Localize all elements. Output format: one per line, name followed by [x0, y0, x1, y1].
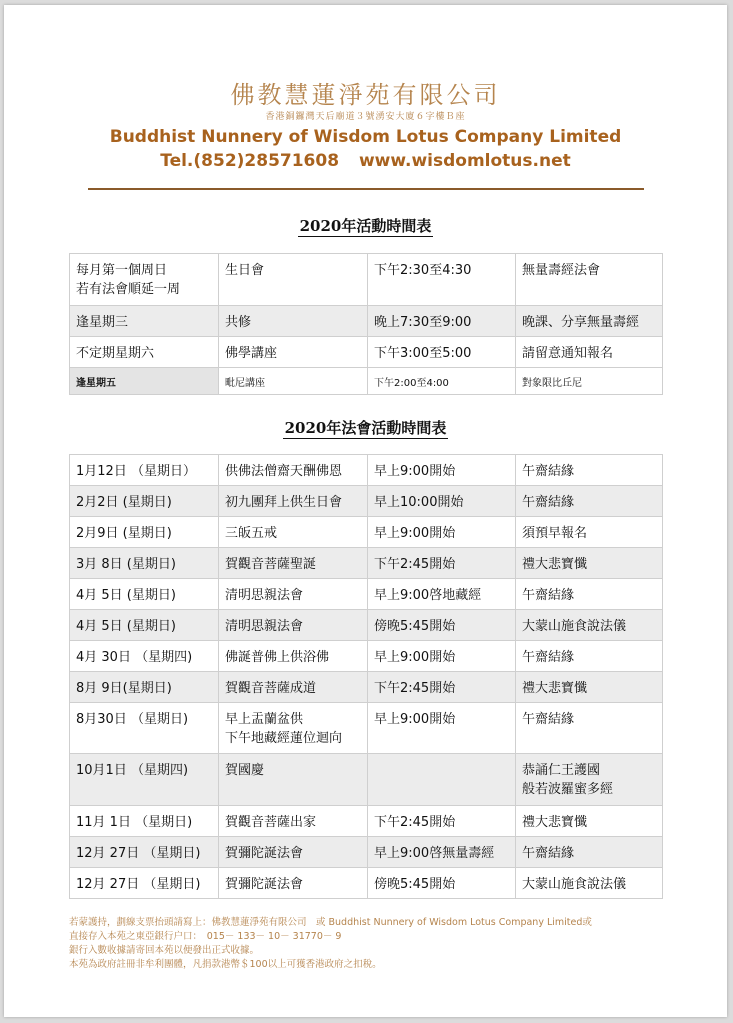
ceremonies-table [69, 454, 663, 899]
table-cell: 賀彌陀誕法會 [219, 837, 368, 868]
table-row [70, 486, 663, 517]
table-cell: 2月9日 (星期日) [70, 517, 219, 548]
document-page [4, 5, 727, 1017]
table-cell: 午齋結緣 [516, 703, 663, 754]
table-cell: 恭誦仁王護國 般若波羅蜜多經 [516, 754, 663, 806]
table-cell: 傍晚5:45開始 [368, 868, 516, 899]
table-cell: 早上9:00開始 [368, 517, 516, 548]
table-cell: 佛學講座 [219, 337, 368, 368]
table-cell: 清明思親法會 [219, 610, 368, 641]
table-cell: 午齋結緣 [516, 486, 663, 517]
footer-line: 直接存入本苑之東亞銀行户口： 015－ 133－ 10－ 31770－ 9 [69, 931, 342, 942]
table-row [70, 548, 663, 579]
table-row [70, 455, 663, 486]
table-cell: 賀彌陀誕法會 [219, 868, 368, 899]
table-row [70, 337, 663, 368]
table-cell: 清明思親法會 [219, 579, 368, 610]
table-row [70, 368, 663, 395]
company-address: 香港銅鑼灣天后廟道３號湧安大廈６字樓Ｂ座 [265, 112, 466, 122]
table-cell: 早上盂蘭盆供 下午地藏經蓮位迴向 [219, 703, 368, 754]
table-row [70, 579, 663, 610]
table-cell: 賀觀音菩薩出家 [219, 806, 368, 837]
ceremonies-title: 2020年法會活動時間表 [284, 419, 447, 437]
table-cell: 早上9:00開始 [368, 455, 516, 486]
table-row [70, 754, 663, 806]
table-cell: 下午2:45開始 [368, 672, 516, 703]
table-cell: 早上9:00開始 [368, 703, 516, 754]
company-name-chinese: 佛教慧蓮淨苑有限公司 [230, 81, 501, 109]
table-cell [368, 754, 516, 806]
table-cell: 供佛法僧齋天酬佛恩 [219, 455, 368, 486]
table-cell: 毗尼講座 [219, 368, 368, 395]
table-cell: 早上9:00啓地藏經 [368, 579, 516, 610]
table-cell: 3月 8日 (星期日) [70, 548, 219, 579]
table-cell: 三皈五戒 [219, 517, 368, 548]
table-cell: 8月 9日(星期日) [70, 672, 219, 703]
footer-line: 銀行入數收據請寄回本苑以便發出正式收據。 [69, 945, 260, 956]
table-cell: 生日會 [219, 254, 368, 306]
table-cell: 午齋結緣 [516, 579, 663, 610]
activities-table [69, 253, 663, 395]
table-cell: 早上10:00開始 [368, 486, 516, 517]
table-cell: 早上9:00開始 [368, 641, 516, 672]
table-cell: 逢星期五 [70, 368, 219, 395]
table-row [70, 703, 663, 754]
table-cell: 傍晚5:45開始 [368, 610, 516, 641]
table-cell: 禮大悲寶懺 [516, 806, 663, 837]
table-row [70, 517, 663, 548]
table-row [70, 306, 663, 337]
contact-line [4, 151, 727, 171]
table-cell: 午齋結緣 [516, 837, 663, 868]
table-cell: 晚上7:30至9:00 [368, 306, 516, 337]
table-cell: 賀觀音菩薩聖誕 [219, 548, 368, 579]
table-cell: 2月2日 (星期日) [70, 486, 219, 517]
table-row [70, 868, 663, 899]
table-cell: 對象限比丘尼 [516, 368, 663, 395]
table-cell: 早上9:00啓無量壽經 [368, 837, 516, 868]
table-cell: 下午2:30至4:30 [368, 254, 516, 306]
table-row [70, 806, 663, 837]
table-cell: 下午2:45開始 [368, 806, 516, 837]
table-cell: 須預早報名 [516, 517, 663, 548]
table-cell: 1月12日 （星期日） [70, 455, 219, 486]
donation-footer [69, 916, 679, 972]
table-cell: 下午2:00至4:00 [368, 368, 516, 395]
table-row [70, 254, 663, 306]
table-cell: 賀國慶 [219, 754, 368, 806]
website-link[interactable]: www.wisdomlotus.net [358, 151, 571, 171]
table-cell: 賀觀音菩薩成道 [219, 672, 368, 703]
telephone: Tel.(852)28571608 [160, 151, 340, 171]
table-cell: 禮大悲寶懺 [516, 672, 663, 703]
table-cell: 初九團拜上供生日會 [219, 486, 368, 517]
table-cell: 午齋結緣 [516, 641, 663, 672]
table-cell: 大蒙山施食說法儀 [516, 868, 663, 899]
table-cell: 逢星期三 [70, 306, 219, 337]
table-cell: 4月 5日 (星期日) [70, 579, 219, 610]
table-cell: 每月第一個周日 若有法會順延一周 [70, 254, 219, 306]
table-cell: 共修 [219, 306, 368, 337]
table-cell: 10月1日 （星期四) [70, 754, 219, 806]
footer-line: 本苑為政府註冊非牟利團體，凡捐款港幣＄100以上可獲香港政府之扣稅。 [69, 959, 382, 970]
company-name-english: Buddhist Nunnery of Wisdom Lotus Company Limited [109, 127, 622, 147]
table-cell: 4月 5日 (星期日) [70, 610, 219, 641]
table-row [70, 672, 663, 703]
table-cell: 不定期星期六 [70, 337, 219, 368]
table-cell: 下午2:45開始 [368, 548, 516, 579]
table-cell: 禮大悲寶懺 [516, 548, 663, 579]
activities-title: 2020年活動時間表 [299, 217, 432, 235]
table-cell: 12月 27日 （星期日) [70, 837, 219, 868]
table-cell: 佛誕普佛上供浴佛 [219, 641, 368, 672]
table-cell: 午齋結緣 [516, 455, 663, 486]
table-row [70, 837, 663, 868]
table-cell: 4月 30日 （星期四) [70, 641, 219, 672]
table-cell: 無量壽經法會 [516, 254, 663, 306]
table-cell: 晚課、分享無量壽經 [516, 306, 663, 337]
table-cell: 下午3:00至5:00 [368, 337, 516, 368]
table-cell: 12月 27日 （星期日) [70, 868, 219, 899]
table-cell: 11月 1日 （星期日) [70, 806, 219, 837]
table-row [70, 610, 663, 641]
table-cell: 8月30日 （星期日) [70, 703, 219, 754]
header-divider [88, 188, 644, 190]
table-cell: 請留意通知報名 [516, 337, 663, 368]
footer-line: 若蒙護持，劃線支票抬頭請寫上：佛教慧蓮淨苑有限公司 或 Buddhist Nunnery of Wisdom Lotus Company Limited或 [69, 917, 592, 928]
table-cell: 大蒙山施食說法儀 [516, 610, 663, 641]
table-row [70, 641, 663, 672]
